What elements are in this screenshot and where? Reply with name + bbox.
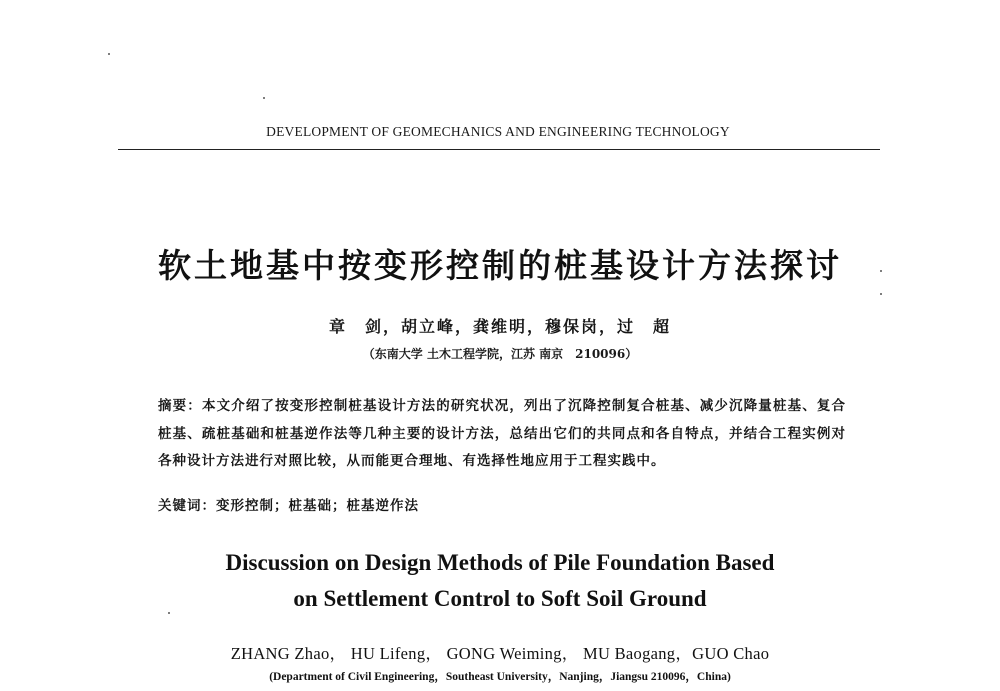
scan-speck xyxy=(108,53,110,55)
english-authors: ZHANG Zhao， HU Lifeng， GONG Weiming， MU Baogang，GUO Chao xyxy=(230,644,770,663)
scan-speck xyxy=(168,612,170,614)
scan-speck xyxy=(880,270,882,272)
scan-speck xyxy=(880,293,882,295)
english-title-line-2: on Settlement Control to Soft Soil Ground xyxy=(293,586,707,611)
chinese-abstract xyxy=(158,393,846,476)
scan-speck xyxy=(263,97,265,99)
chinese-title: 软土地基中按变形控制的桩基设计方法探讨 xyxy=(158,246,842,285)
chinese-authors: 章 剑，胡立峰，龚维明，穆保岗，过 超 xyxy=(328,317,671,336)
english-title xyxy=(100,545,900,617)
chinese-keywords xyxy=(158,494,846,514)
abstract-text: 本文介绍了按变形控制桩基设计方法的研究状况，列出了沉降控制复合桩基、减少沉降量桩基、复合桩基、疏桩基础和桩基逆作法等几种主要的设计方法，总结出它们的共同点和各自特点，并结合工程实例对各种设计方法进行对照比较，从而能更合理地、有选择性地应用于工程实践中。 xyxy=(158,398,847,469)
journal-header: DEVELOPMENT OF GEOMECHANICS AND ENGINEERING TECHNOLOGY xyxy=(266,124,730,139)
keywords-label: 关键词： xyxy=(158,498,216,514)
header-rule xyxy=(118,149,880,150)
english-title-line-1: Discussion on Design Methods of Pile Foundation Based xyxy=(225,550,775,575)
abstract-label: 摘要： xyxy=(158,398,202,414)
english-affiliation: (Department of Civil Engineering，Southeast University，Nanjing，Jiangsu 210096，China) xyxy=(269,671,731,683)
keywords-text: 变形控制；桩基础；桩基逆作法 xyxy=(216,498,419,514)
chinese-affiliation: （东南大学 土木工程学院，江苏 南京 210096） xyxy=(362,347,638,361)
